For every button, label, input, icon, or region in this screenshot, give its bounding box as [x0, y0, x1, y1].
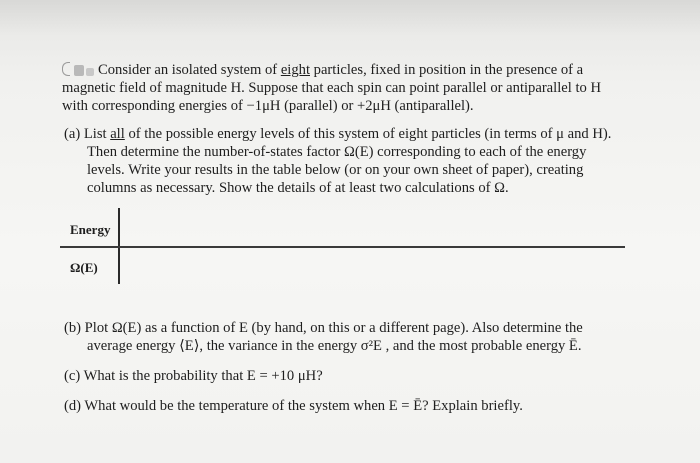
part-b-line-1: (b) Plot Ω(E) as a function of E (by hand, on this or a different page). Also determine the: [64, 320, 583, 336]
part-d-text: (d) What would be the temperature of the system when E = Ē? Explain briefly.: [64, 398, 523, 414]
energy-row-label: Energy: [70, 222, 111, 237]
part-a-line-3: levels. Write your results in the table below (or on your own sheet of paper), creating: [87, 162, 584, 178]
intro-line-3: with corresponding energies of −1μH (parallel) or +2μH (antiparallel).: [62, 98, 474, 114]
part-a-line-4: columns as necessary. Show the details of at least two calculations of Ω.: [87, 180, 509, 196]
energy-table: [60, 208, 630, 288]
part-c-text: (c) What is the probability that E = +10 μH?: [64, 368, 323, 384]
part-a-line-2: Then determine the number-of-states factor Ω(E) corresponding to each of the energy: [87, 144, 587, 160]
omega-row-label: Ω(E): [70, 260, 98, 275]
part-b-line-2: average energy ⟨E⟩, the variance in the energy σ²E , and the most probable energy Ē.: [87, 338, 582, 354]
logo-icon: [62, 62, 94, 81]
part-a-line-1: (a) List all of the possible energy levels of this system of eight particles (in terms of μ and H).: [64, 126, 612, 142]
intro-line-2: magnetic field of magnitude H. Suppose that each spin can point parallel or antiparallel to H: [62, 80, 601, 96]
table-horizontal-line: [60, 246, 625, 248]
page-shadow: [0, 0, 700, 36]
intro-line-1: Consider an isolated system of eight particles, fixed in position in the presence of a: [62, 62, 583, 81]
